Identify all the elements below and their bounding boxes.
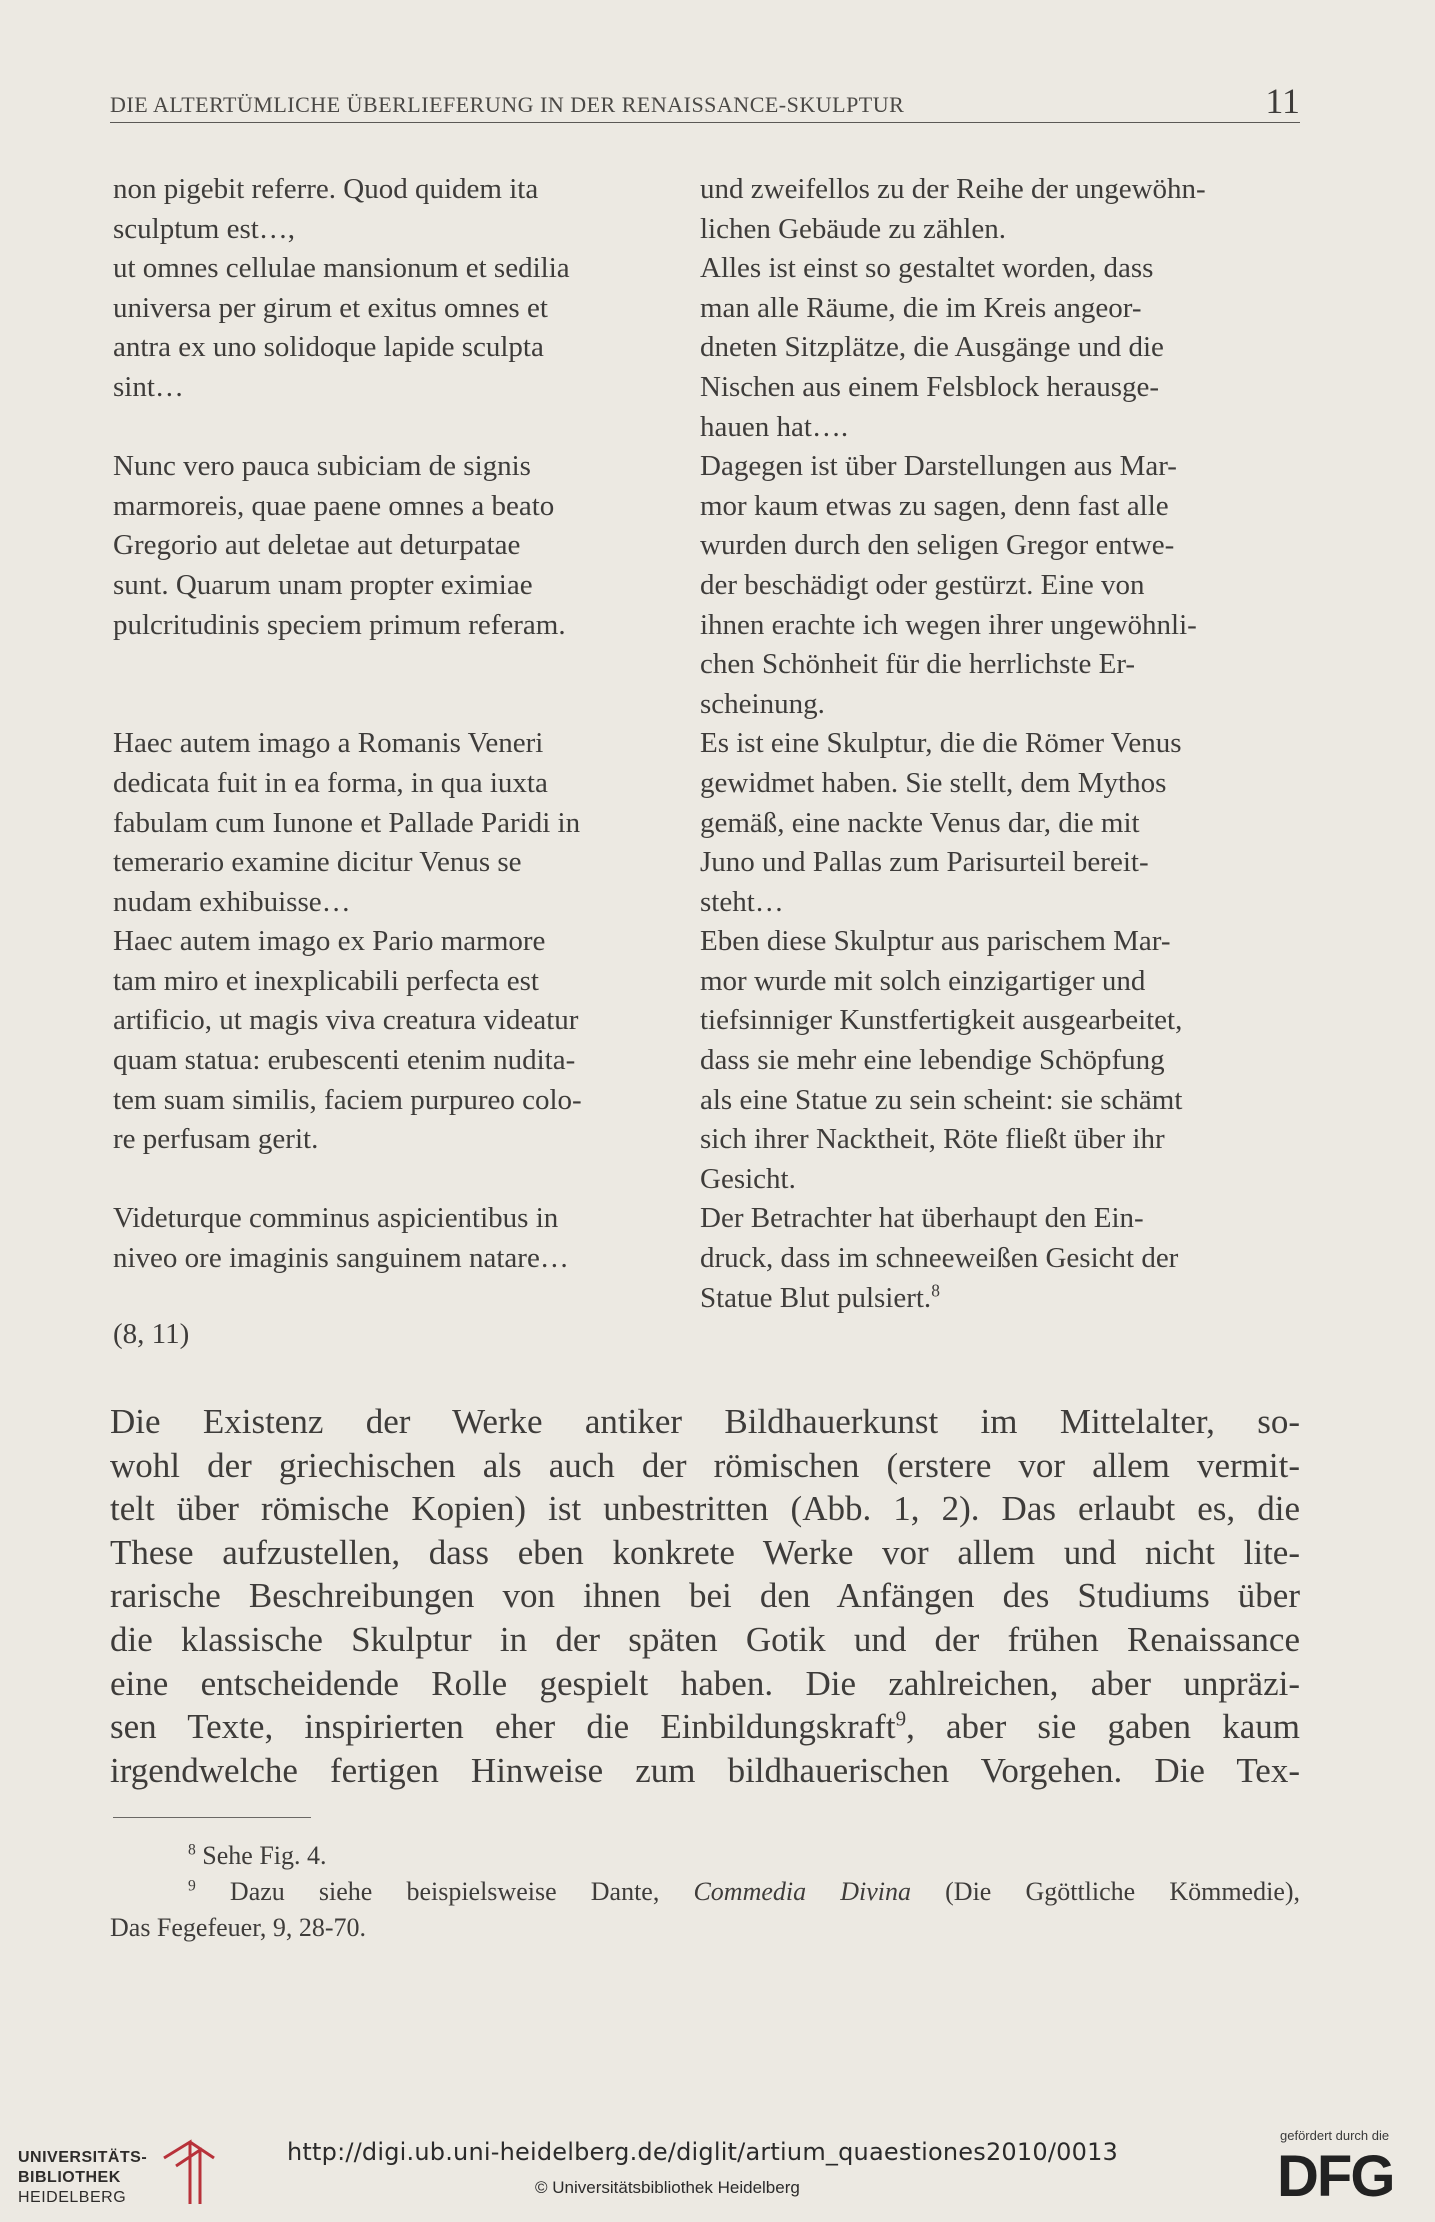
footnote-8 (110, 1838, 1300, 1874)
german-line: mor kaum etwas zu sagen, denn fast alle (700, 489, 1169, 522)
german-line: lichen Gebäude zu zählen. (700, 212, 1006, 245)
latin-line: antra ex uno solidoque lapide sculpta (113, 331, 544, 364)
latin-line: re perfusam gerit. (113, 1123, 319, 1156)
german-line: Juno und Pallas zum Parisurteil bereit- (700, 846, 1149, 879)
copyright-notice: © Universitätsbibliothek Heidelberg (535, 2178, 800, 2197)
latin-line: pulcritudinis speciem primum referam. (113, 608, 566, 641)
latin-column (113, 170, 683, 1279)
german-line: der beschädigt oder gestürzt. Eine von (700, 568, 1145, 601)
german-line: dass sie mehr eine lebendige Schöpfung (700, 1044, 1165, 1077)
german-line: Der Betrachter hat überhaupt den Ein- (700, 1202, 1144, 1235)
german-line: gewidmet haben. Sie stellt, dem Mythos (700, 766, 1167, 799)
library-name-line: HEIDELBERG (18, 2189, 127, 2206)
dfg-logo[interactable] (1275, 2144, 1417, 2204)
library-name-line: BIBLIOTHEK (18, 2169, 121, 2186)
body-line: These aufzustellen, dass eben konkrete Werke vor allem und nicht lite- (110, 1532, 1300, 1572)
german-line: Es ist eine Skulptur, die die Römer Venus (700, 727, 1182, 760)
body-line: wohl der griechischen als auch der römischen (erstere vor allem vermit- (110, 1445, 1300, 1485)
german-line: druck, dass im schneeweißen Gesicht der (700, 1242, 1179, 1275)
footnote-9-continued: Das Fegefeuer, 9, 28-70. (110, 1913, 366, 1942)
latin-line: universa per girum et exitus omnes et (113, 291, 548, 324)
footnote-separator (113, 1817, 311, 1818)
german-line: Eben diese Skulptur aus parischem Mar- (700, 925, 1171, 958)
latin-line: fabulam cum Iunone et Pallade Paridi in (113, 806, 581, 839)
latin-line: non pigebit referre. Quod quidem ita (113, 173, 539, 205)
german-line: Alles ist einst so gestaltet worden, dass (700, 252, 1154, 285)
footnotes (110, 1838, 1300, 1946)
body-line: rarische Beschreibungen von ihnen bei den Anfängen des Studiums über (110, 1576, 1300, 1616)
german-line: dneten Sitzplätze, die Ausgänge und die (700, 331, 1164, 364)
latin-line: niveo ore imaginis sanguinem natare… (113, 1242, 569, 1275)
body-line (110, 1705, 1300, 1749)
page-number: 11 (1265, 81, 1300, 121)
library-name (18, 2148, 147, 2208)
german-line: hauen hat…. (700, 410, 849, 443)
body-line: irgendwelche fertigen Hinweise zum bildhauerischen Vorgehen. Die Tex- (110, 1750, 1300, 1790)
footnote-mark: 9 (188, 1877, 196, 1895)
body-line: eine entscheidende Rolle gespielt haben. Die zahlreichen, aber unpräzi- (110, 1663, 1300, 1703)
body-line: Die Existenz der Werke antiker Bildhauerkunst im Mittelalter, so- (110, 1402, 1300, 1441)
german-line: gemäß, eine nackte Venus dar, die mit (700, 806, 1140, 839)
funding-note: gefördert durch die (1280, 2128, 1390, 2143)
footnote-text: (Die Ggöttliche Kömmedie), (945, 1877, 1301, 1906)
footnote-ref[interactable]: 9 (895, 1706, 907, 1731)
running-title: DIE ALTERTÜMLICHE ÜBERLIEFERUNG IN DER RENAISSANCE-SKULPTUR (110, 92, 905, 117)
footnote-mark: 8 (188, 1841, 196, 1859)
german-line: scheinung. (700, 687, 825, 720)
latin-line: dedicata fuit in ea forma, in qua iuxta (113, 766, 548, 799)
latin-line: ut omnes cellulae mansionum et sedilia (113, 252, 570, 285)
library-logo[interactable] (18, 2138, 218, 2208)
body-line: die klassische Skulptur in der späten Gotik und der frühen Renaissance (110, 1619, 1300, 1659)
german-line: sich ihrer Nacktheit, Röte fließt über ihr (700, 1123, 1165, 1156)
german-line: chen Schönheit für die herrlichste Er- (700, 648, 1136, 681)
latin-line: Videturque comminus aspicientibus in (113, 1202, 559, 1235)
footer-bar (0, 2120, 1435, 2222)
library-name-line: UNIVERSITÄTS- (18, 2149, 148, 2166)
german-line: ihnen erachte ich wegen ihrer ungewöhnli- (700, 608, 1197, 641)
latin-line: quam statua: erubescenti etenim nudita- (113, 1044, 576, 1077)
german-line: als eine Statue zu sein scheint: sie schämt (700, 1083, 1183, 1116)
german-line: man alle Räume, die im Kreis angeor- (700, 291, 1142, 324)
latin-line: temerario examine dicitur Venus se (113, 846, 522, 879)
source-citation: (8, 11) (113, 1318, 190, 1350)
german-line: tiefsinniger Kunstfertigkeit ausgearbeitet, (700, 1004, 1183, 1037)
footnote-ref[interactable]: 8 (931, 1279, 940, 1300)
german-line: wurden durch den seligen Gregor entwe- (700, 529, 1175, 562)
german-line (700, 1279, 1300, 1319)
latin-line: sculptum est…, (113, 212, 296, 245)
latin-line: Haec autem imago a Romanis Veneri (113, 727, 544, 760)
body-line-text: sen Texte, inspirierten eher die Einbildungskraft (110, 1707, 896, 1747)
latin-line: sint… (113, 370, 184, 403)
latin-line: Nunc vero pauca subiciam de signis (113, 450, 531, 483)
german-line: steht… (700, 885, 784, 918)
german-line: mor wurde mit solch einzigartiger und (700, 964, 1146, 997)
latin-line: sunt. Quarum unam propter eximiae (113, 568, 533, 601)
footnote-9 (110, 1874, 1300, 1910)
source-url-link[interactable]: http://digi.ub.uni-heidelberg.de/diglit/artium_quaestiones2010/0013 (287, 2138, 1119, 2166)
german-line-text: Statue Blut pulsiert. (700, 1281, 932, 1314)
footnote-title: Commedia Divina (693, 1877, 912, 1906)
latin-line: Haec autem imago ex Pario marmore (113, 925, 546, 958)
german-line: Nischen aus einem Felsblock herausge- (700, 370, 1160, 403)
footnote-text: Dazu siehe beispielsweise Dante, (229, 1877, 660, 1906)
german-line: Dagegen ist über Darstellungen aus Mar- (700, 450, 1177, 483)
dfg-logo-text: DFG (1277, 2144, 1394, 2204)
german-column (700, 170, 1300, 1318)
latin-line: marmoreis, quae paene omnes a beato (113, 489, 555, 522)
latin-line: nudam exhibuisse… (113, 885, 351, 918)
running-header (110, 80, 1300, 123)
footnote-text: Sehe Fig. 4. (202, 1841, 327, 1870)
german-line: Gesicht. (700, 1162, 796, 1195)
body-paragraph (110, 1400, 1300, 1792)
body-line-text: , aber sie gaben kaum (906, 1707, 1300, 1747)
body-line: telt über römische Kopien) ist unbestritten (Abb. 1, 2). Das erlaubt es, die (110, 1489, 1300, 1529)
latin-line: artificio, ut magis viva creatura videatur (113, 1004, 579, 1037)
german-line: und zweifellos zu der Reihe der ungewöhn- (700, 173, 1206, 205)
latin-line: Gregorio aut deletae aut deturpatae (113, 529, 521, 562)
library-mark-icon (160, 2138, 218, 2208)
latin-line: tam miro et inexplicabili perfecta est (113, 964, 539, 997)
latin-line: tem suam similis, faciem purpureo colo- (113, 1083, 582, 1116)
